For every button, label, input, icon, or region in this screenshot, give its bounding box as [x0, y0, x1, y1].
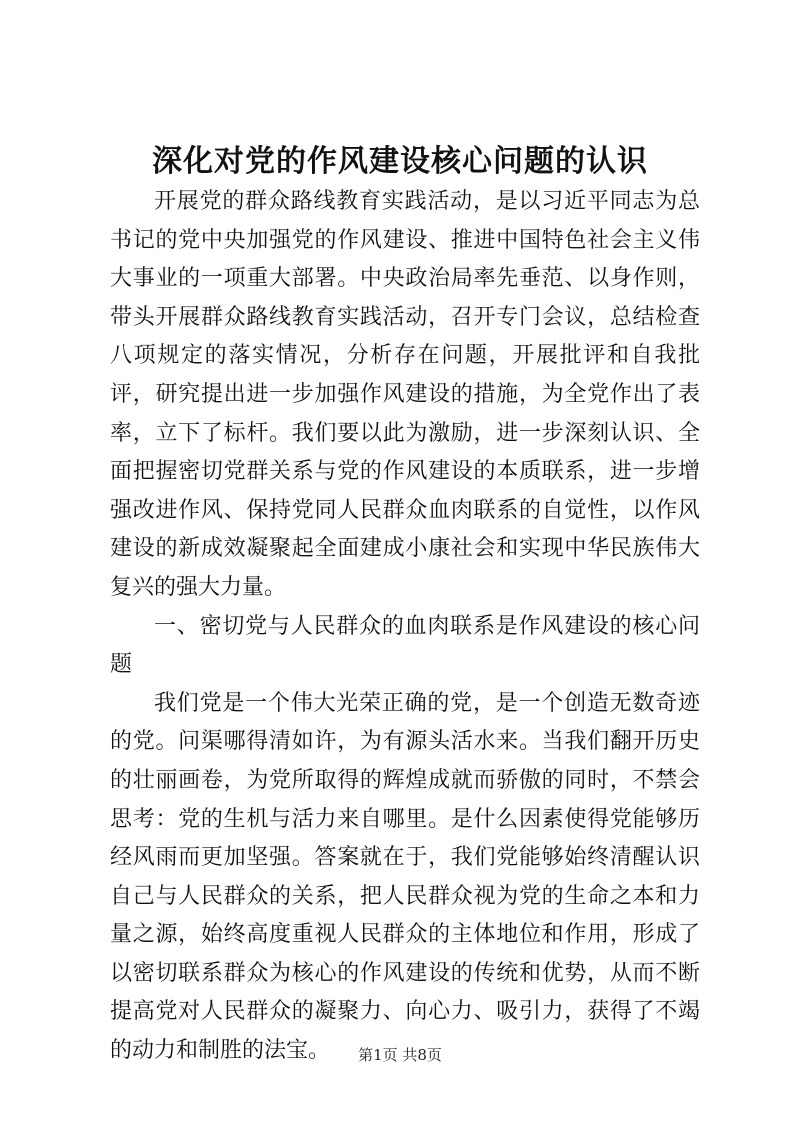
document-title: 深化对党的作风建设核心问题的认识 — [152, 144, 648, 179]
page-footer: 第1页 共8页 — [358, 1046, 442, 1064]
paragraph-intro: 开展党的群众路线教育实践活动，是以习近平同志为总书记的党中央加强党的作风建设、推进中国特色社会主义伟大事业的一项重大部署。中央政治局率先垂范、以身作则，带头开展群众路线教育实践活动，召开专门会议，总结检查八项规定的落实情况，分析存在问题，开展批评和自我批评，研究提出进一步加强作风建设的措施，为全党作出了表率，立下了标杆。我们要以此为激励，进一步深刻认识、全面把握密切党群关系与党的作风建设的本质联系，进一步增强改进作风、保持党同人民群众血肉联系的自觉性，以作风建设的新成效凝聚起全面建成小康社会和实现中华民族伟大复兴的强大力量。 — [110, 189, 700, 600]
document-body — [110, 183, 700, 1071]
section-heading-1: 一、密切党与人民群众的血肉联系是作风建设的核心问题 — [110, 613, 700, 678]
paragraph-section-1: 我们党是一个伟大光荣正确的党，是一个创造无数奇迹的党。问渠哪得清如许，为有源头活水来。当我们翻开历史的壮丽画卷，为党所取得的辉煌成就而骄傲的同时，不禁会思考：党的生机与活力来自哪里。是什么因素使得党能够历经风雨而更加坚强。答案就在于，我们党能够始终清醒认识自己与人民群众的关系，把人民群众视为党的生命之本和力量之源，始终高度重视人民群众的主体地位和作用，形成了以密切联系群众为核心的作风建设的传统和优势，从而不断提高党对人民群众的凝聚力、向心力、吸引力，获得了不竭的动力和制胜的法宝。 — [110, 690, 700, 1064]
